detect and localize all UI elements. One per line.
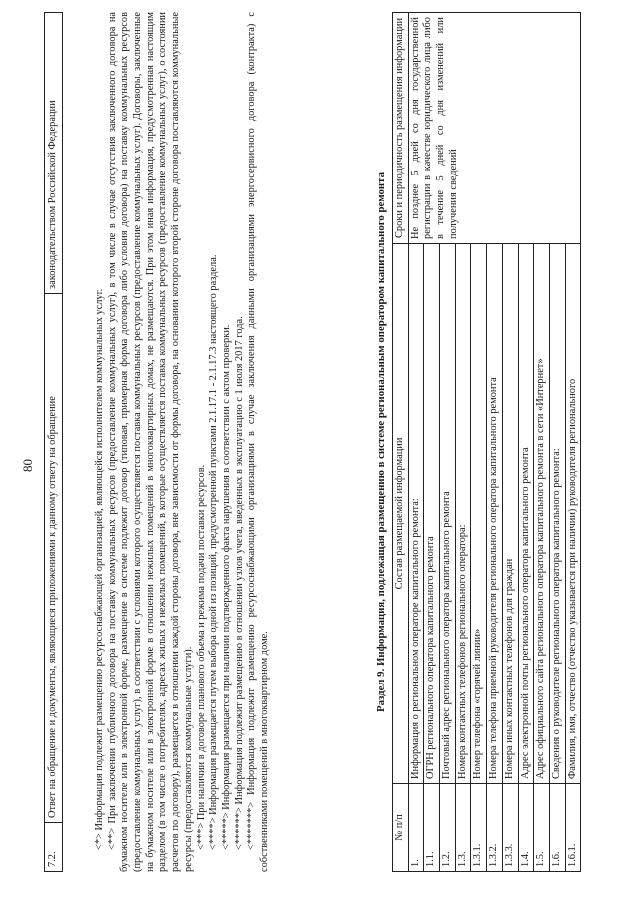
row-text: Ответ на обращение и документы, являющиеся приложениями к данному ответу на обращение xyxy=(45,294,63,823)
rotated-content xyxy=(20,12,620,872)
page-number: 80 xyxy=(20,459,35,472)
header-content: Состав размещаемой информации xyxy=(393,244,409,784)
row-number: 1.3.2. xyxy=(487,784,503,872)
table-row xyxy=(408,13,424,872)
row-text: Информация о региональном операторе капитального ремонта: xyxy=(408,244,424,784)
row-number: 1.6. xyxy=(549,784,565,872)
schedule-cell: Не позднее 5 дней со дня государственной регистрации в качестве юридического лица либо в течение 5 дней со дня изменений или получения сведений xyxy=(408,13,581,244)
header-number: № п/п xyxy=(393,784,409,872)
footnote: <**> При заключении публичного договора на поставку коммунальных ресурсов (предоставление коммунальных услуг), в том числе в случае отсутствия заключенного договора на бумажном носителе или в электронной форме, размещение в системе подлежит договор (типовая, примерная форма договора либо условия договора) на поставку коммунальных ресурсов (предоставление коммунальных услуг), в соответствии с условиями которого осуществляется поставка коммунальных ресурсов (предоставление коммунальных услуг). Договоры, заключенные на бумажном носителе или в электронной форме в отношении нежилых помещений в многоквартирных домах, не размещаются. При этом иная информация, предусмотренная настоящим разделом (в том числе о потребителях, адресах жилых и нежилых помещений, в которые осуществляется поставка коммунальных ресурсов (предоставление коммунальных услуг), о состоянии расчетов по договору), размещается в отношении каждой стороны договора, вне зависимости от формы договора, на основании которого второй стороне договора поставляются коммунальные ресурсы (предоставляются коммунальные услуги). xyxy=(106,12,194,872)
footnote: <*******> Информация подлежит размещению ресурсоснабжающими организациями в случае заключения данными организациями энергосервисного договора (контракта) с собственниками помещений в многоквартирном доме. xyxy=(246,12,270,872)
row-text: Номера телефона приемной руководителя регионального оператора капитального ремонта xyxy=(487,244,503,784)
row-text: Номера контактных телефонов регионального оператора: xyxy=(455,244,471,784)
info-table xyxy=(392,12,581,872)
row-number: 1.6.1. xyxy=(565,784,581,872)
footnote: <****> Информация размещается путем выбора одной из позиций, предусмотренной пунктами 2.1.17.1 - 2.1.17.3 настоящего раздела. xyxy=(208,254,220,850)
footnotes xyxy=(94,12,272,872)
footnote: <***> При наличии в договоре планового объема и режима подачи поставки ресурсов. xyxy=(195,464,207,850)
row-number: 1.3. xyxy=(455,784,471,872)
row-text: Сведения о руководителе регионального оператора капитального ремонта: xyxy=(549,244,565,784)
row-number: 1. xyxy=(408,784,424,872)
table-header-row xyxy=(393,13,409,872)
row-basis: законодательством Российской Федерации xyxy=(45,13,63,294)
header-schedule: Сроки и периодичность размещения информации xyxy=(393,13,409,244)
row-text: Номера иных контактных телефонов для граждан xyxy=(502,244,518,784)
row-number: 1.1. xyxy=(424,784,440,872)
row-number: 1.3.1. xyxy=(471,784,487,872)
row-text: Номер телефона «горячей линии» xyxy=(471,244,487,784)
row-text: Фамилия, имя, отчество (отчество указывается при наличии) руководителя регионального xyxy=(565,244,581,784)
row-text: ОГРН регионального оператора капитального ремонта xyxy=(424,244,440,784)
row-text: Адрес электронной почты регионального оператора капитального ремонта xyxy=(518,244,534,784)
footnote: <*****> Информация размещается при наличии подтвержденного факта нарушения в соответствии с актом проверки. xyxy=(220,324,232,850)
row-text: Почтовый адрес регионального оператора капитального ремонта xyxy=(440,244,456,784)
section-title: Раздел 9. Информация, подлежащая размещению в системе региональным оператором капитального ремонта xyxy=(375,172,387,712)
top-table-row xyxy=(44,12,63,872)
row-number: 1.4. xyxy=(518,784,534,872)
footnote: <******> Информация подлежит размещению в отношении узлов учета, введенных в эксплуатацию с 1 июля 2017 года. xyxy=(233,316,245,850)
row-number: 1.5. xyxy=(534,784,550,872)
row-number: 1.2. xyxy=(440,784,456,872)
row-number: 7.2. xyxy=(45,823,63,872)
footnote: <*> Информация подлежит размещению ресурсоснабжающей организацией, являющейся исполнителем коммунальных услуг. xyxy=(94,288,105,850)
row-text: Адрес официального сайта регионального оператора капитального ремонта в сети «Интернет» xyxy=(534,244,550,784)
row-number: 1.3.3. xyxy=(502,784,518,872)
